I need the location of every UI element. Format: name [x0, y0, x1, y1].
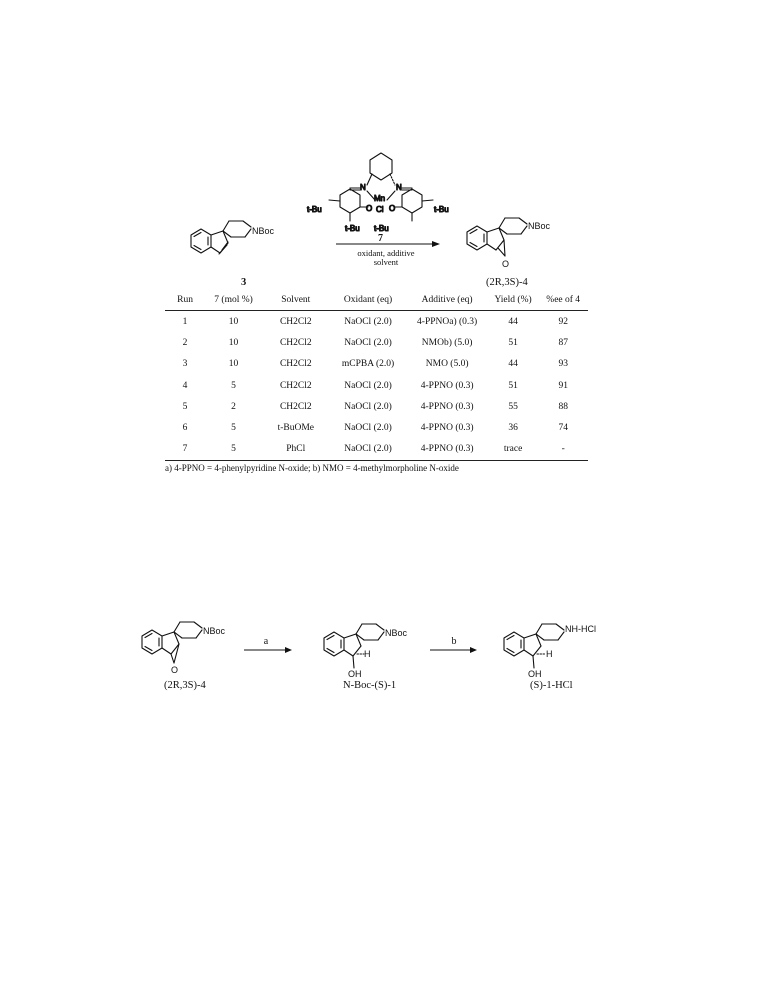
reaction-arrow-a [244, 647, 292, 653]
cell-run: 5 [182, 401, 188, 412]
cell-loading: 2 [231, 401, 236, 412]
cell-yield: trace [503, 444, 523, 455]
header-ee: %ee of 4 [546, 295, 581, 305]
header-run: Run [177, 295, 193, 305]
cell-run: 4 [182, 380, 188, 391]
catalyst-tbu-right: t-Bu [434, 205, 449, 214]
step-b-label: b [451, 636, 457, 647]
catalyst-tbu-bottom-right: t-Bu [374, 224, 389, 233]
cell-run: 1 [182, 316, 188, 327]
cell-oxidant: NaOCl (2.0) [344, 401, 392, 412]
scheme2-intermediate-structure [324, 624, 408, 679]
cell-ee: 74 [558, 423, 568, 434]
cell-loading: 10 [228, 359, 239, 370]
product-4-label: (2R,3S)-4 [486, 277, 528, 288]
catalyst-tbu-left: t-Bu [307, 205, 322, 214]
scheme2-nboc-2: NBoc [385, 628, 408, 638]
substrate-3-structure [191, 221, 275, 254]
cell-ee: 88 [558, 401, 568, 412]
header-solvent: Solvent [281, 295, 311, 305]
cell-run: 6 [182, 423, 188, 434]
cell-oxidant: NaOCl (2.0) [344, 423, 392, 434]
header-catalyst-loading: 7 (mol %) [214, 295, 253, 305]
conditions-line-1: oxidant, additive [357, 248, 415, 258]
cell-additive: 4-PPNO (0.3) [420, 401, 474, 412]
table-row [165, 439, 588, 460]
cell-additive: NMO (5.0) [425, 359, 469, 370]
reaction-arrow-1 [336, 241, 440, 247]
cell-loading: 10 [228, 337, 239, 348]
catalyst-cl: Cl [376, 205, 384, 214]
catalyst-o-right: O [389, 204, 396, 213]
table-bottom-rule [165, 460, 588, 461]
table-header-row [165, 289, 588, 311]
cell-additive: 4-PPNO (0.3) [420, 444, 474, 455]
table-row [165, 396, 588, 417]
catalyst-mn: Mn [374, 194, 386, 203]
table-row [165, 354, 588, 375]
cell-loading: 5 [231, 444, 236, 455]
cell-loading: 10 [228, 316, 239, 327]
nboc-label-4: NBoc [528, 221, 551, 231]
table-row [165, 375, 588, 396]
scheme2-epoxide-label: (2R,3S)-4 [164, 680, 206, 691]
scheme2-intermediate-label: N-Boc-(S)-1 [343, 680, 397, 691]
results-table [165, 289, 588, 460]
cell-solvent: CH2Cl2 [279, 337, 312, 348]
catalyst-number: 7 [378, 233, 383, 244]
cell-additive: NMOb) (5.0) [421, 337, 473, 348]
catalyst-7-structure [307, 153, 449, 233]
scheme2-nboc-1: NBoc [203, 626, 226, 636]
scheme2-oh-1: OH [348, 669, 362, 679]
cell-yield: 44 [508, 316, 518, 327]
product-4-structure [467, 218, 551, 269]
table-row [165, 417, 588, 438]
cell-solvent: t-BuOMe [277, 423, 314, 434]
cell-ee: 93 [558, 359, 568, 370]
cell-solvent: CH2Cl2 [279, 316, 312, 327]
scheme2-h-1: H [364, 649, 371, 659]
cell-yield: 51 [508, 337, 518, 348]
cell-solvent: CH2Cl2 [279, 401, 312, 412]
step-a-label: a [263, 636, 269, 647]
conditions-line-2: solvent [373, 257, 399, 267]
catalyst-n-right: N [396, 183, 402, 192]
table-footnote: a) 4-PPNO = 4-phenylpyridine N-oxide; b) NMO = 4-methylmorpholine N-oxide [165, 463, 459, 473]
cell-oxidant: NaOCl (2.0) [344, 444, 392, 455]
cell-run: 3 [182, 359, 188, 370]
cell-oxidant: mCPBA (2.0) [341, 359, 395, 370]
scheme2-epoxide-o: O [171, 665, 179, 675]
cell-yield: 44 [508, 359, 518, 370]
catalyst-tbu-bottom-left: t-Bu [345, 224, 360, 233]
cell-additive: 4-PPNOa) (0.3) [417, 316, 478, 327]
cell-oxidant: NaOCl (2.0) [344, 316, 392, 327]
scheme2-oh-2: OH [528, 669, 542, 679]
scheme2-nh-hcl: NH-HCl [565, 624, 596, 634]
epoxide-o-label: O [502, 259, 510, 269]
cell-run: 7 [182, 444, 188, 455]
cell-run: 2 [182, 337, 188, 348]
cell-loading: 5 [231, 423, 236, 434]
header-yield: Yield (%) [494, 295, 532, 305]
nboc-label-3: NBoc [252, 226, 275, 236]
substrate-number: 3 [241, 277, 247, 288]
cell-ee: 87 [558, 337, 568, 348]
table-row [165, 311, 588, 332]
table-row [165, 332, 588, 353]
cell-solvent: CH2Cl2 [279, 359, 312, 370]
cell-solvent: PhCl [286, 444, 306, 455]
scheme2-h-2: H [546, 649, 553, 659]
scheme2-product-label: (S)-1-HCl [530, 680, 573, 691]
catalyst-o-left: O [366, 204, 373, 213]
cell-ee: - [561, 444, 565, 455]
header-oxidant: Oxidant (eq) [343, 295, 393, 305]
cell-solvent: CH2Cl2 [279, 380, 312, 391]
catalyst-n-left: N [360, 183, 366, 192]
reaction-arrow-b [430, 647, 477, 653]
cell-yield: 55 [508, 401, 518, 412]
cell-oxidant: NaOCl (2.0) [344, 380, 392, 391]
scheme2-epoxide-structure [142, 622, 226, 675]
cell-yield: 36 [508, 423, 518, 434]
cell-oxidant: NaOCl (2.0) [344, 337, 392, 348]
cell-ee: 92 [558, 316, 568, 327]
cell-yield: 51 [508, 380, 518, 391]
cell-additive: 4-PPNO (0.3) [420, 423, 474, 434]
header-additive: Additive (eq) [421, 295, 473, 305]
cell-additive: 4-PPNO (0.3) [420, 380, 474, 391]
cell-loading: 5 [231, 380, 236, 391]
table-header-rule [165, 310, 588, 311]
cell-ee: 91 [558, 380, 568, 391]
scheme2-product-structure [504, 624, 596, 679]
